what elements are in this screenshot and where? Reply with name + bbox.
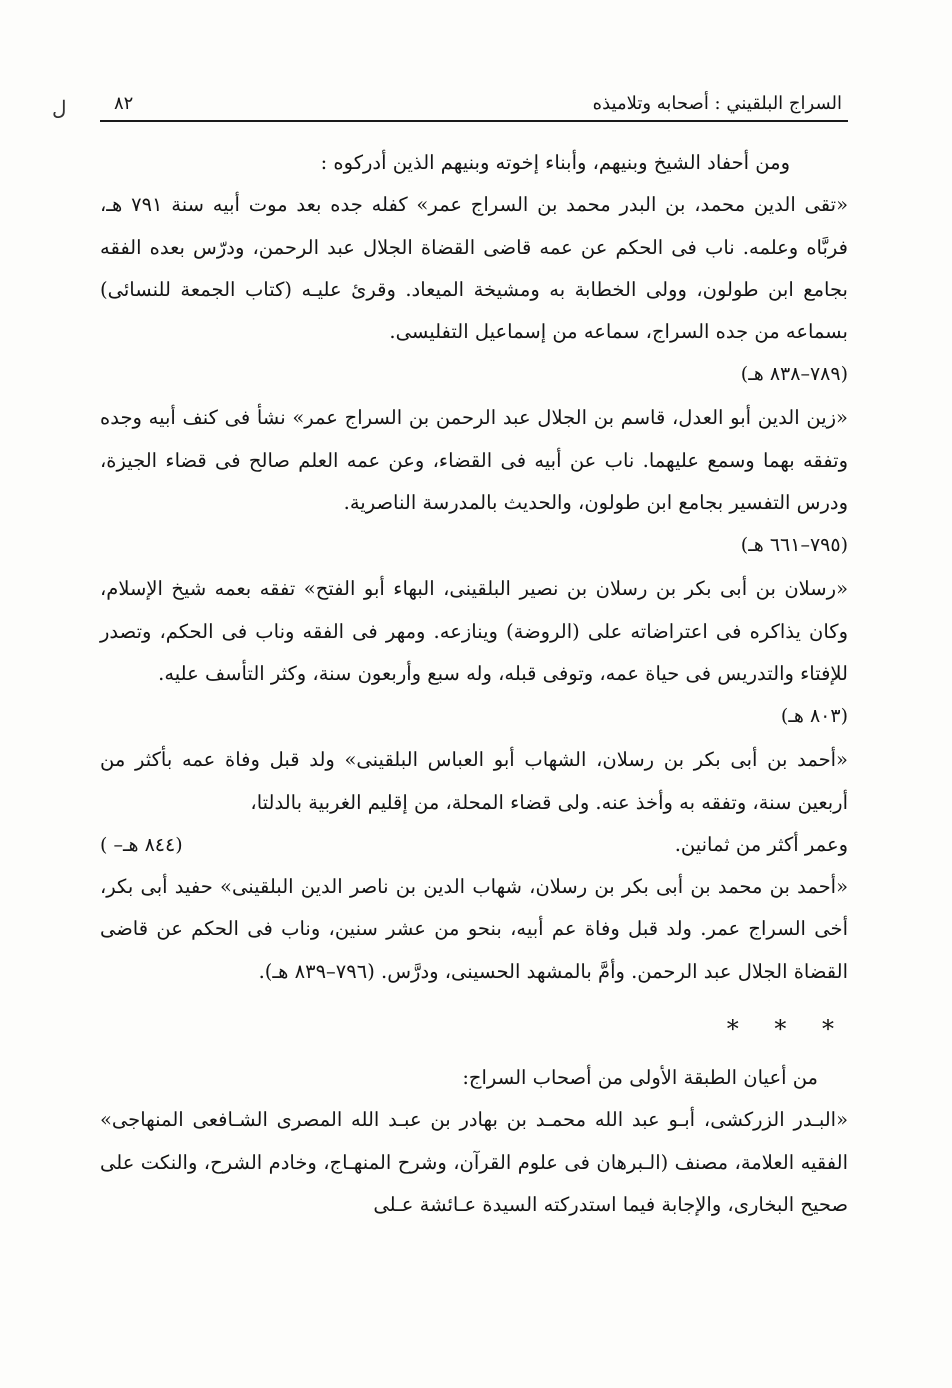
biography-entry: «البـدر الزركشى، أبـو عبد الله محمـد بن بهادر بن عبـد الله المصرى الشـافعى المنهاجى» الفقيه العلامة، مصنف (الـبرهان فى علوم القرآن، وشرح المنهـاج، وخادم الشرح، والنكت على صحيح البخارى، والإجابة فيما استدركته السيدة عـائشة عـلى: [100, 1108, 848, 1216]
entry-dates: ( –٨٤٤ هـ): [100, 833, 183, 856]
entry-last-line: [100, 824, 848, 866]
entry-dates: (٧٩٥–٦٦١ هـ): [740, 534, 848, 557]
biography-entry: «زين الدين أبو العدل، قاسم بن الجلال عبد الرحمن بن السراج عمر» نشأ فى كنف أبيه وجده وتفقه بهما وسمع عليهما. ناب عن أبيه فى القضاء، وعن عمه العلم صالح فى قضاء الجيزة، ودرس التفسير بجامع ابن طولون، والحديث بالمدرسة الناصرية.: [100, 406, 848, 515]
biography-entry: «أحمد بن أبى بكر بن رسلان، الشهاب أبو العباس البلقينى» ولد قبل وفاة عمه بأكثر من أربعين سنة، وتفقه به وأخذ عنه. ولى قضاء المحلة، من إقليم الغربية بالدلتا،: [100, 748, 848, 814]
running-header: [100, 82, 848, 122]
header-title: السراج البلقيني : أصحابه وتلاميذه: [592, 93, 842, 114]
biography-entry: «رسلان بن أبى بكر بن رسلان بن نصير البلقينى، البهاء أبو الفتح» تفقه بعمه شيخ الإسلام، وكان يذاكره فى اعتراضاته على (الروضة) وينازعه. ومهر فى الفقه وناب فى الحكم، وتصدر للإفتاء والتدريس فى حياة عمه، وتوفى قبله، وله سبع وأربعون سنة، وكثر التأسف عليه.: [100, 577, 848, 685]
entry-dates: (٨٠٣ هـ): [780, 705, 848, 728]
biography-entry: «تقى الدين محمد، بن البدر محمد بن السراج عمر» كفله جده بعد موت أبيه سنة ٧٩١ هـ، فربَّاه وعلمه. ناب فى الحكم عن عمه قاضى القضاة الجلال عبد الرحمن، ودرّس بعده الفقه بجامع ابن طولون، وولى الخطابة به ومشيخة الميعاد. وقرئ عليـه (كتاب الجمعة للنسائى) بسماعه من جده السراج، سماعه من إسماعيل التفليسى.: [100, 193, 849, 344]
page-body: [100, 142, 848, 1226]
page: [100, 82, 848, 1226]
page-number: ٨٢: [114, 93, 134, 114]
intro-paragraph: ومن أحفاد الشيخ وبنيهم، وأبناء إخوته وبنيهم الذين أدركوه :: [320, 151, 790, 174]
section-heading: من أعيان الطبقة الأولى من أصحاب السراج:: [462, 1066, 818, 1090]
entry-dates: (٧٨٩–٨٣٨ هـ): [740, 363, 848, 386]
entry-text-tail: وعمر أكثر من ثمانين.: [674, 832, 848, 856]
margin-mark: ﻝ: [52, 96, 67, 120]
section-separator: * * *: [726, 1015, 848, 1044]
biography-entry: «أحمد بن محمد بن أبى بكر بن رسلان، شهاب الدين بن ناصر الدين البلقينى» حفيد أبى بكر، أخى السراج عمر. ولد قبل وفاة عم أبيه، بنحو من عشر سنين، وناب فى الحكم عن قاضى القضاة الجلال عبد الرحمن. وأمَّ بالمشهد الحسينى، ودرَّس. (٧٩٦–٨٣٩ هـ).: [100, 875, 848, 983]
